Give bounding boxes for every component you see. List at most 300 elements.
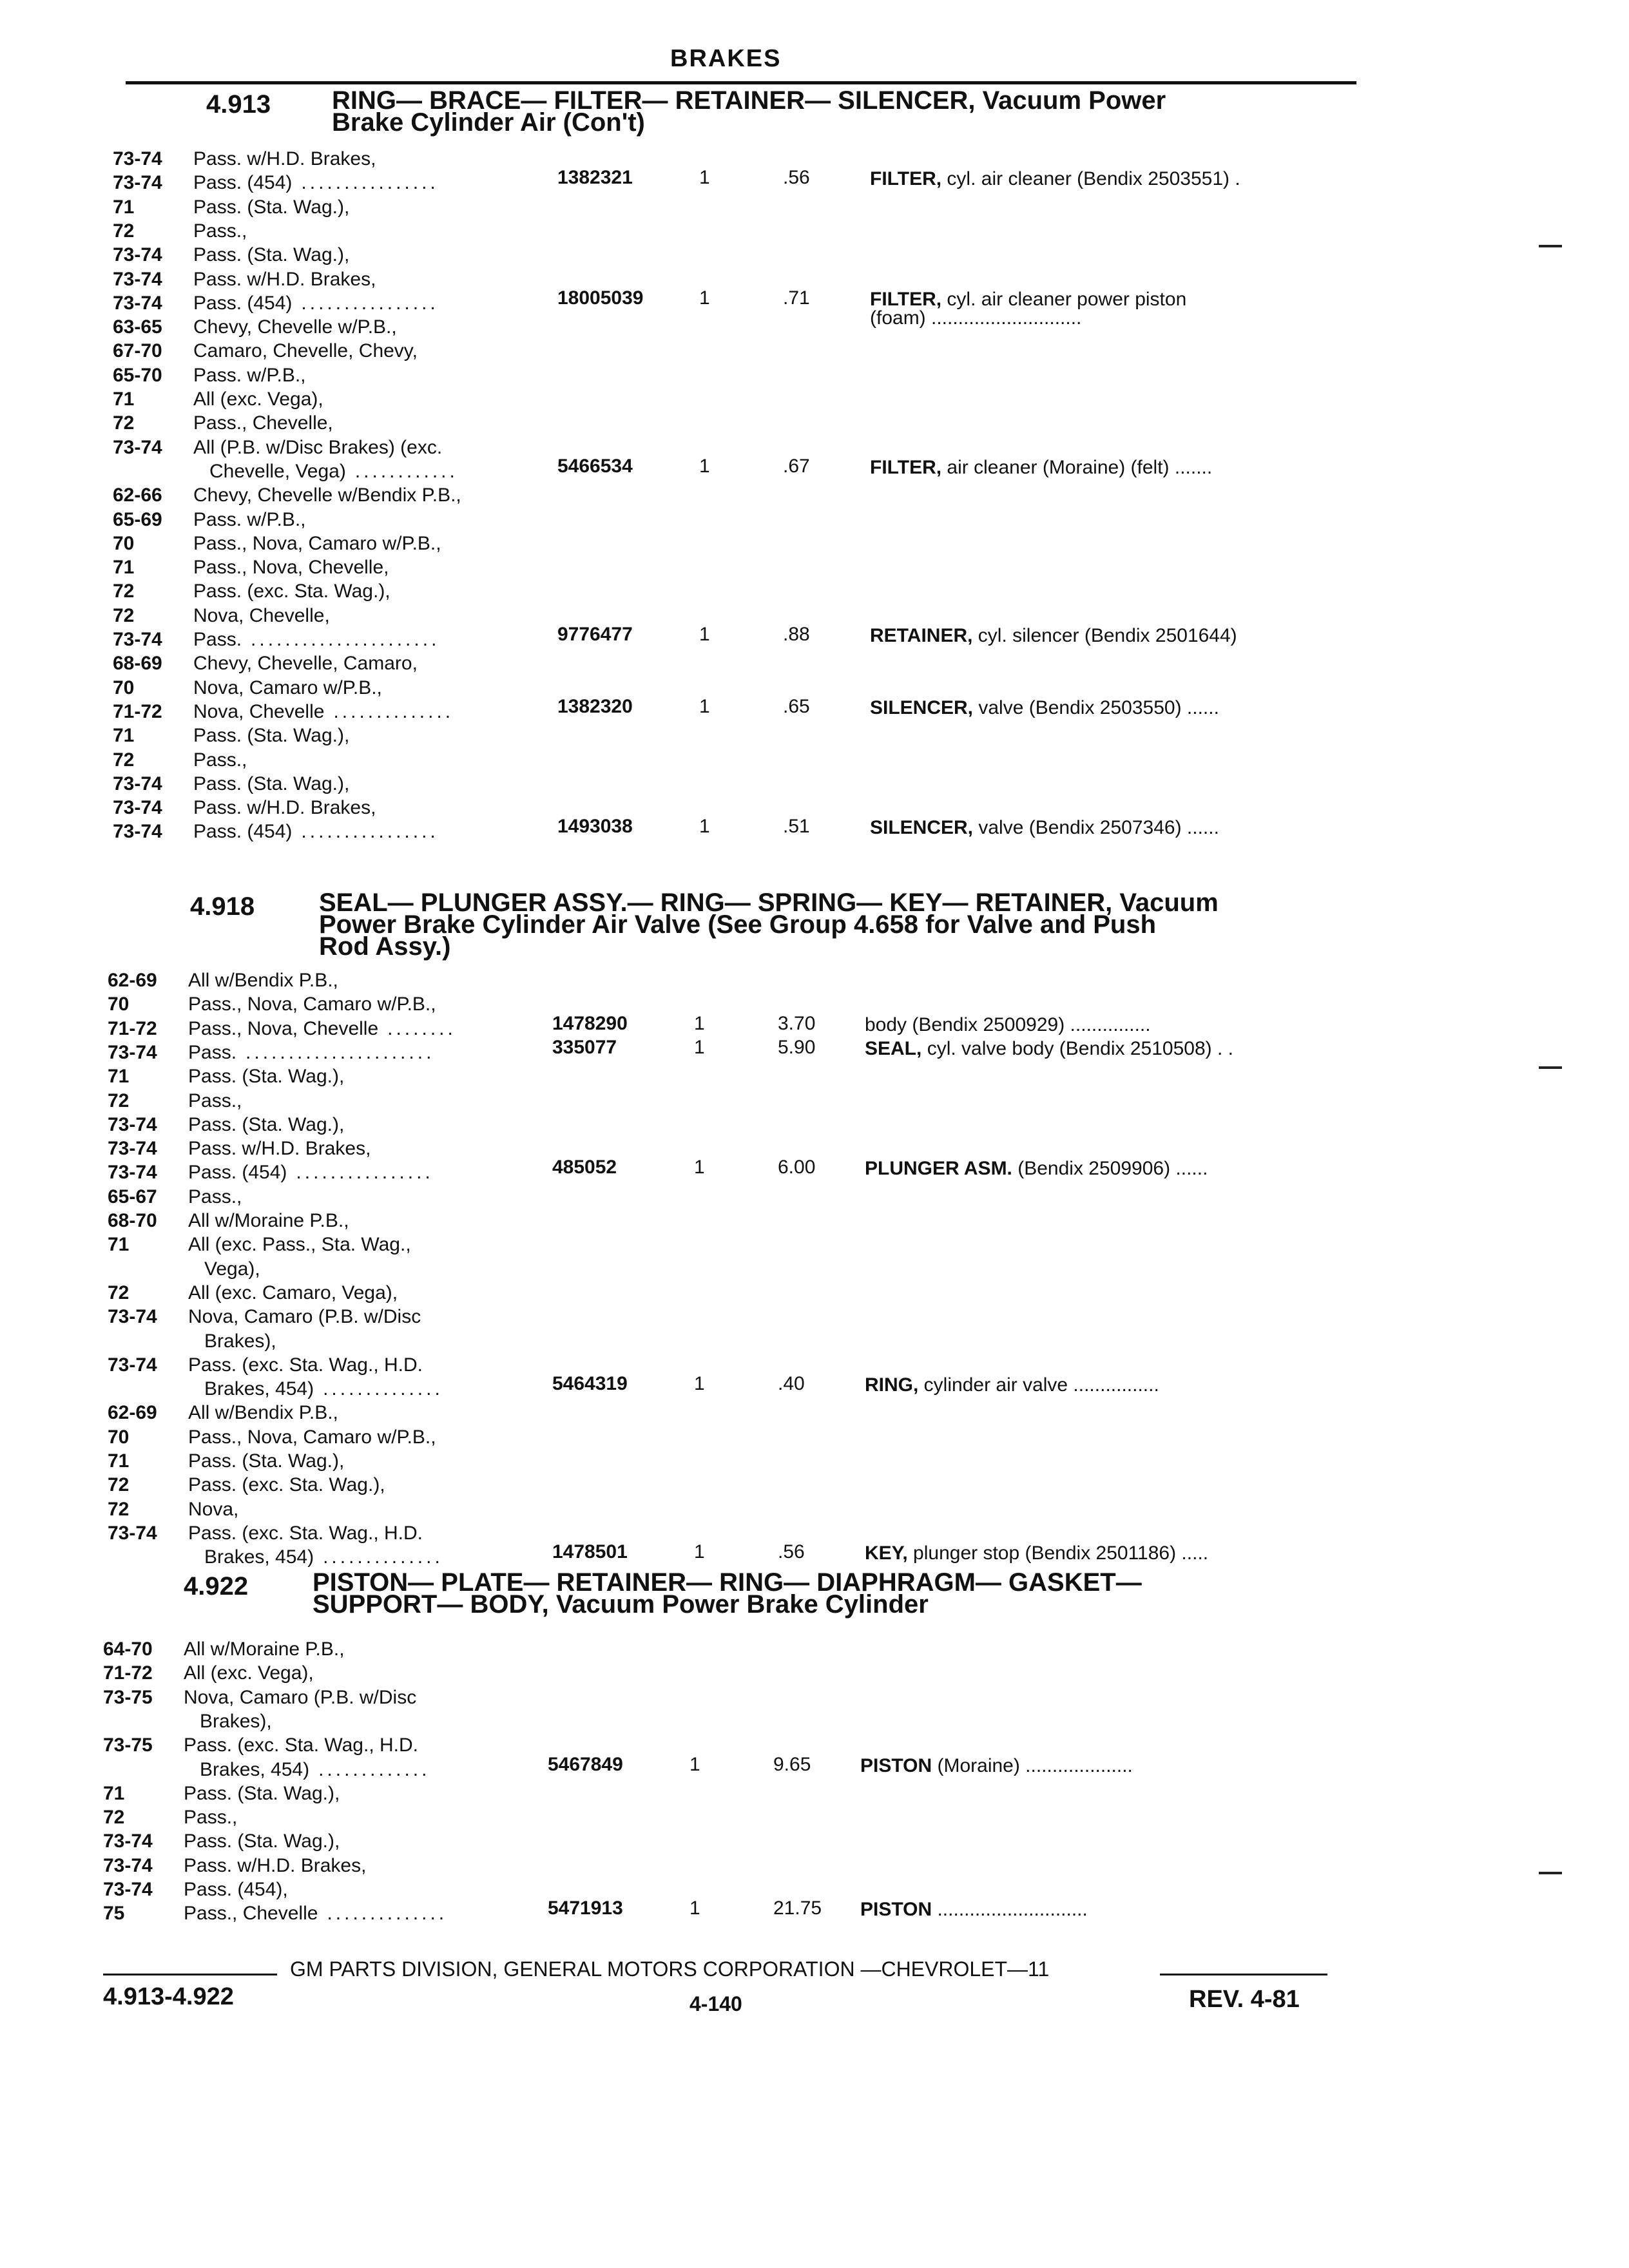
quantity: 1 — [694, 1541, 705, 1563]
model-application — [188, 1331, 276, 1352]
model-text: Pass. (Sta. Wag.), — [193, 196, 350, 218]
part-detail: ............................ — [932, 1899, 1088, 1921]
parts-row — [0, 1687, 1629, 1710]
model-application — [188, 970, 338, 992]
model-text: All w/Bendix P.B., — [188, 970, 338, 991]
model-year: 73-74 — [108, 1354, 157, 1376]
part-detail: cyl. silencer (Bendix 2501644) — [972, 625, 1237, 646]
part-number: 335077 — [552, 1036, 617, 1058]
quantity: 1 — [699, 624, 710, 645]
model-year: 62-69 — [108, 970, 157, 991]
section-title-line: PISTON— PLATE— RETAINER— RING— DIAPHRAGM— GASKET— — [313, 1568, 1142, 1597]
part-number: 485052 — [552, 1157, 617, 1178]
model-text: All (exc. Vega), — [184, 1662, 314, 1684]
price: .65 — [783, 695, 810, 717]
price: .56 — [778, 1541, 805, 1563]
model-text: Chevy, Chevelle, Camaro, — [193, 653, 418, 675]
model-text: Pass. (Sta. Wag.), — [188, 1113, 345, 1135]
model-application — [193, 269, 376, 291]
parts-row — [0, 167, 1629, 195]
footer-rule-left — [103, 1974, 277, 1975]
part-detail: cyl. air cleaner (Bendix 2503551) . — [941, 168, 1240, 190]
model-text: Pass., — [193, 749, 247, 771]
leader-dots: ............ — [354, 460, 458, 482]
price: 5.90 — [778, 1036, 816, 1058]
model-text: Pass. w/H.D. Brakes, — [193, 797, 376, 819]
parts-row — [0, 1373, 1629, 1401]
model-year: 73-74 — [113, 148, 162, 169]
leader-dots: .............. — [323, 1378, 443, 1400]
section-title-line: Rod Assy.) — [319, 932, 451, 961]
model-application — [193, 316, 397, 338]
model-text: Vega), — [188, 1258, 260, 1280]
model-application — [193, 340, 418, 362]
model-application — [184, 1711, 272, 1733]
model-year: 73-75 — [103, 1686, 153, 1708]
model-application — [184, 1855, 366, 1877]
part-detail: cyl. valve body (Bendix 2510508) . . — [921, 1037, 1233, 1059]
parts-row — [0, 557, 1629, 580]
model-year: 73-74 — [113, 172, 162, 194]
parts-row — [0, 1753, 1629, 1782]
model-year: 71 — [103, 1782, 125, 1804]
model-year: 71 — [113, 725, 135, 747]
leader-dots: ...................... — [246, 1041, 435, 1063]
model-text: Pass. (Sta. Wag.), — [193, 773, 350, 794]
model-text: Pass., Nova, Camaro w/P.B., — [188, 994, 436, 1015]
model-text: Pass., Chevelle, — [193, 412, 333, 434]
parts-row — [0, 1354, 1629, 1378]
section-number: 4.913 — [206, 90, 271, 119]
model-application — [188, 1042, 434, 1064]
quantity: 1 — [699, 455, 710, 477]
part-description — [870, 817, 1219, 839]
parts-row — [0, 725, 1629, 748]
parts-row — [0, 1036, 1629, 1065]
model-application — [193, 629, 439, 651]
model-application — [193, 509, 306, 531]
model-year: 65-69 — [113, 508, 162, 530]
part-number: 1478501 — [552, 1541, 628, 1563]
model-application — [184, 1735, 418, 1756]
quantity: 1 — [689, 1898, 700, 1919]
parts-row — [0, 1807, 1629, 1830]
model-application — [188, 1499, 238, 1521]
model-text: Chevelle, Vega) — [193, 460, 346, 482]
model-text: Nova, — [188, 1498, 239, 1520]
model-application — [188, 1210, 349, 1232]
model-year: 64-70 — [103, 1639, 153, 1660]
model-application — [188, 1523, 423, 1544]
parts-row — [0, 1639, 1629, 1662]
model-text: All w/Moraine P.B., — [188, 1210, 349, 1231]
quantity: 1 — [694, 1373, 705, 1395]
leader-dots: .............. — [333, 700, 454, 722]
parts-row — [0, 1711, 1629, 1734]
model-text: Pass. (Sta. Wag.), — [184, 1782, 340, 1804]
part-name: SILENCER, — [870, 817, 974, 839]
part-detail: (foam) ............................ — [870, 307, 1082, 329]
part-name: PISTON — [860, 1899, 932, 1921]
model-year: 71 — [113, 389, 135, 410]
parts-row — [0, 1662, 1629, 1686]
model-text: All (exc. Pass., Sta. Wag., — [188, 1234, 411, 1256]
leader-dots: ................ — [301, 821, 439, 843]
parts-row — [0, 1855, 1629, 1878]
part-number: 5464319 — [552, 1373, 628, 1395]
part-name: FILTER, — [870, 456, 942, 478]
model-application — [193, 485, 461, 506]
part-number: 9776477 — [557, 624, 633, 645]
parts-row — [0, 1234, 1629, 1257]
margin-mark — [1539, 1066, 1562, 1069]
model-year: 71-72 — [113, 700, 162, 722]
model-text: Chevy, Chevelle w/P.B., — [193, 316, 397, 338]
parts-row — [0, 677, 1629, 700]
model-year: 73-74 — [113, 629, 162, 650]
model-year: 67-70 — [113, 340, 162, 362]
model-application — [184, 1783, 340, 1805]
model-text: Nova, Camaro (P.B. w/Disc — [188, 1306, 421, 1328]
parts-row — [0, 1474, 1629, 1497]
part-detail: cyl. air cleaner power piston — [941, 288, 1187, 310]
model-text: Pass. (454) — [193, 172, 293, 194]
model-text: Pass. — [193, 629, 242, 650]
model-year: 72 — [113, 749, 135, 771]
model-application — [184, 1662, 314, 1684]
parts-row — [0, 970, 1629, 993]
model-application — [193, 773, 349, 795]
model-text: Brakes), — [188, 1330, 276, 1352]
model-year: 72 — [103, 1807, 125, 1829]
model-year: 73-74 — [103, 1879, 153, 1900]
model-year: 73-74 — [108, 1306, 157, 1328]
parts-row — [0, 1186, 1629, 1209]
parts-row — [0, 1541, 1629, 1570]
price: .67 — [783, 455, 810, 477]
part-number: 1493038 — [557, 816, 633, 838]
parts-row — [0, 437, 1629, 460]
model-application — [193, 220, 247, 242]
model-application — [193, 461, 458, 483]
part-number: 5471913 — [548, 1898, 623, 1919]
parts-row — [0, 389, 1629, 412]
page-header-title: BRAKES — [670, 45, 782, 72]
section-number: 4.922 — [184, 1572, 249, 1600]
quantity: 1 — [699, 695, 710, 717]
model-application — [193, 148, 376, 170]
model-application — [193, 244, 349, 266]
model-text: All w/Bendix P.B., — [188, 1402, 338, 1424]
model-year: 71-72 — [108, 1017, 157, 1039]
model-application — [184, 1903, 447, 1925]
part-number: 5467849 — [548, 1753, 623, 1775]
footer-group-range: 4.913-4.922 — [103, 1983, 234, 2010]
model-year: 73-75 — [103, 1735, 153, 1756]
footer-revision: REV. 4-81 — [1189, 1986, 1300, 2013]
part-description — [865, 1542, 1208, 1564]
price: .88 — [783, 624, 810, 645]
model-text: Pass. w/P.B., — [193, 364, 306, 386]
price: 9.65 — [773, 1753, 811, 1775]
quantity: 1 — [689, 1753, 700, 1775]
model-year: 72 — [113, 604, 135, 626]
parts-row — [0, 816, 1629, 844]
parts-row — [0, 1258, 1629, 1282]
quantity: 1 — [699, 287, 710, 309]
parts-row — [0, 749, 1629, 773]
parts-row — [0, 1306, 1629, 1329]
model-application — [193, 797, 376, 819]
model-application — [188, 1234, 411, 1256]
section-title-line: RING— BRACE— FILTER— RETAINER— SILENCER, Vacuum Power — [332, 86, 1166, 115]
model-year: 70 — [108, 1426, 130, 1448]
parts-row — [0, 1450, 1629, 1474]
model-application — [193, 365, 306, 387]
parts-row — [0, 1427, 1629, 1450]
part-name: RETAINER, — [870, 625, 973, 646]
model-application — [193, 412, 333, 434]
model-year: 62-69 — [108, 1402, 157, 1424]
model-application — [188, 1162, 434, 1184]
model-text: All w/Moraine P.B., — [184, 1639, 345, 1660]
price: 21.75 — [773, 1898, 822, 1919]
model-text: Pass., — [184, 1807, 238, 1829]
parts-row — [0, 1735, 1629, 1758]
quantity: 1 — [699, 167, 710, 189]
model-application — [184, 1759, 430, 1781]
model-year: 73-74 — [108, 1138, 157, 1160]
model-year: 75 — [103, 1903, 125, 1925]
model-year: 68-70 — [108, 1210, 157, 1231]
model-year: 72 — [108, 1090, 130, 1111]
model-text: Pass., Nova, Camaro w/P.B., — [188, 1426, 436, 1448]
parts-row — [0, 533, 1629, 556]
model-application — [188, 1402, 338, 1424]
header-rule — [126, 81, 1356, 84]
model-text: Brakes, 454) — [184, 1758, 310, 1780]
parts-row — [0, 1114, 1629, 1137]
model-year: 70 — [113, 532, 135, 554]
model-application — [188, 1354, 423, 1376]
model-year: 72 — [113, 412, 135, 434]
part-name: PLUNGER ASM. — [865, 1158, 1012, 1180]
model-text: Brakes), — [184, 1710, 272, 1732]
model-text: Pass., — [193, 220, 247, 242]
part-detail: body (Bendix 2500929) ............... — [865, 1014, 1151, 1035]
section-title-line: SEAL— PLUNGER ASSY.— RING— SPRING— KEY— RETAINER, Vacuum — [319, 889, 1219, 917]
model-text: Pass., Nova, Chevelle, — [193, 557, 389, 579]
margin-mark — [1539, 245, 1562, 247]
model-year: 68-69 — [113, 653, 162, 675]
model-year: 71 — [108, 1450, 130, 1472]
model-year: 71-72 — [103, 1662, 153, 1684]
model-application — [193, 293, 439, 314]
model-text: Pass. (454) — [193, 292, 293, 314]
model-application — [188, 1474, 385, 1496]
model-application — [188, 1258, 260, 1280]
model-text: Pass., Nova, Chevelle — [188, 1017, 379, 1039]
part-description — [865, 1038, 1233, 1060]
model-year: 72 — [108, 1282, 130, 1303]
model-application — [188, 1114, 344, 1136]
model-year: 70 — [108, 994, 130, 1015]
model-text: Pass. (Sta. Wag.), — [193, 244, 350, 266]
quantity: 1 — [694, 1012, 705, 1034]
model-application — [188, 1306, 421, 1328]
model-text: Pass. (exc. Sta. Wag., H.D. — [188, 1354, 423, 1376]
parts-row — [0, 1282, 1629, 1305]
model-year: 65-67 — [108, 1186, 157, 1207]
model-text: Chevy, Chevelle w/Bendix P.B., — [193, 485, 461, 506]
model-text: Pass., Nova, Camaro w/P.B., — [193, 532, 441, 554]
parts-row — [0, 1499, 1629, 1522]
part-description — [870, 697, 1219, 719]
parts-row — [0, 1523, 1629, 1546]
model-text: All (exc. Camaro, Vega), — [188, 1282, 398, 1303]
parts-row — [0, 1210, 1629, 1233]
part-number: 5466534 — [557, 455, 633, 477]
model-year: 72 — [108, 1498, 130, 1520]
model-application — [188, 1378, 443, 1400]
model-year: 62-66 — [113, 485, 162, 506]
model-application — [193, 389, 323, 410]
model-application — [184, 1879, 288, 1901]
model-year: 73-74 — [113, 436, 162, 458]
part-description — [870, 457, 1212, 479]
model-year: 73-74 — [113, 292, 162, 314]
part-detail: valve (Bendix 2507346) ...... — [973, 817, 1219, 839]
parts-row — [0, 581, 1629, 604]
model-application — [184, 1831, 340, 1852]
model-text: Pass. w/H.D. Brakes, — [193, 148, 376, 169]
parts-row — [0, 148, 1629, 171]
parts-row — [0, 197, 1629, 220]
model-year: 73-74 — [113, 797, 162, 819]
parts-row — [0, 365, 1629, 388]
part-name: PISTON — [860, 1754, 932, 1776]
part-detail: (Bendix 2509906) ...... — [1012, 1158, 1208, 1180]
parts-row — [0, 1066, 1629, 1089]
model-application — [193, 172, 439, 194]
model-text: Pass. w/H.D. Brakes, — [193, 268, 376, 290]
model-year: 73-74 — [113, 244, 162, 266]
model-text: Pass., — [188, 1090, 242, 1111]
model-text: Pass. (Sta. Wag.), — [193, 725, 350, 747]
parts-row — [0, 1402, 1629, 1425]
parts-row — [0, 624, 1629, 652]
part-description — [860, 1755, 1133, 1777]
parts-row — [0, 695, 1629, 724]
model-text: Camaro, Chevelle, Chevy, — [193, 340, 418, 362]
leader-dots: .............. — [323, 1546, 443, 1568]
part-detail: (Moraine) .................... — [932, 1754, 1133, 1776]
model-text: Pass. (454), — [184, 1879, 288, 1900]
model-application — [188, 1138, 371, 1160]
model-application — [193, 821, 439, 843]
part-name: FILTER, — [870, 168, 942, 190]
model-text: Pass. (exc. Sta. Wag.), — [193, 581, 390, 602]
margin-mark — [1539, 1872, 1562, 1874]
parts-row — [0, 340, 1629, 363]
model-year: 73-74 — [108, 1522, 157, 1544]
model-year: 63-65 — [113, 316, 162, 338]
part-name: SILENCER, — [870, 697, 974, 718]
model-text: Nova, Chevelle, — [193, 604, 330, 626]
model-text: Pass. (exc. Sta. Wag., H.D. — [188, 1522, 423, 1544]
quantity: 1 — [699, 816, 710, 838]
model-text: Pass. (454) — [188, 1162, 287, 1184]
model-application — [184, 1639, 345, 1660]
part-detail: air cleaner (Moraine) (felt) ....... — [941, 456, 1213, 478]
part-description — [870, 625, 1237, 647]
model-text: Pass., — [188, 1186, 242, 1207]
model-application — [193, 197, 349, 218]
part-detail: valve (Bendix 2503550) ...... — [973, 697, 1219, 718]
model-text: Brakes, 454) — [188, 1546, 314, 1568]
model-text: Pass. (454) — [193, 821, 293, 843]
model-application — [188, 1546, 443, 1568]
part-name: RING, — [865, 1374, 919, 1396]
model-text: Pass., Chevelle — [184, 1903, 318, 1925]
model-year: 72 — [113, 581, 135, 602]
model-application — [193, 605, 330, 627]
model-year: 73-74 — [108, 1113, 157, 1135]
price: .51 — [783, 816, 810, 838]
model-text: Pass. (Sta. Wag.), — [188, 1066, 345, 1088]
model-year: 73-74 — [103, 1854, 153, 1876]
price: .56 — [783, 167, 810, 189]
model-application — [188, 1090, 242, 1112]
price: .71 — [783, 287, 810, 309]
footer-publisher: GM PARTS DIVISION, GENERAL MOTORS CORPORATION —CHEVROLET—11 — [290, 1957, 1050, 1981]
leader-dots: ................ — [301, 172, 439, 194]
part-description — [865, 1374, 1159, 1396]
model-text: Pass. — [188, 1041, 237, 1063]
part-description — [865, 1158, 1208, 1180]
quantity: 1 — [694, 1036, 705, 1058]
parts-row — [0, 455, 1629, 484]
model-text: Nova, Chevelle — [193, 700, 325, 722]
model-year: 73-74 — [108, 1162, 157, 1184]
model-application — [188, 1066, 344, 1088]
part-name: FILTER, — [870, 288, 942, 310]
parts-row — [0, 653, 1629, 676]
model-year: 65-70 — [113, 364, 162, 386]
parts-row — [0, 1331, 1629, 1354]
model-year: 73-74 — [103, 1831, 153, 1852]
part-number: 18005039 — [557, 287, 644, 309]
model-year: 73-74 — [113, 821, 162, 843]
model-text: Pass. w/H.D. Brakes, — [184, 1854, 367, 1876]
parts-row — [0, 1157, 1629, 1185]
model-text: Pass. (Sta. Wag.), — [188, 1450, 345, 1472]
part-number: 1478290 — [552, 1012, 628, 1034]
model-text: Brakes, 454) — [188, 1378, 314, 1400]
model-application — [193, 677, 382, 699]
parts-row — [0, 773, 1629, 796]
model-application — [193, 557, 389, 579]
model-application — [193, 701, 454, 723]
price: .40 — [778, 1373, 805, 1395]
model-text: Pass. w/P.B., — [193, 508, 306, 530]
parts-row — [0, 412, 1629, 436]
model-application — [184, 1807, 237, 1829]
leader-dots: ............. — [318, 1758, 430, 1780]
leader-dots: .............. — [327, 1903, 448, 1925]
model-text: Pass. (exc. Sta. Wag., H.D. — [184, 1735, 418, 1756]
part-detail: plunger stop (Bendix 2501186) ..... — [907, 1542, 1209, 1564]
